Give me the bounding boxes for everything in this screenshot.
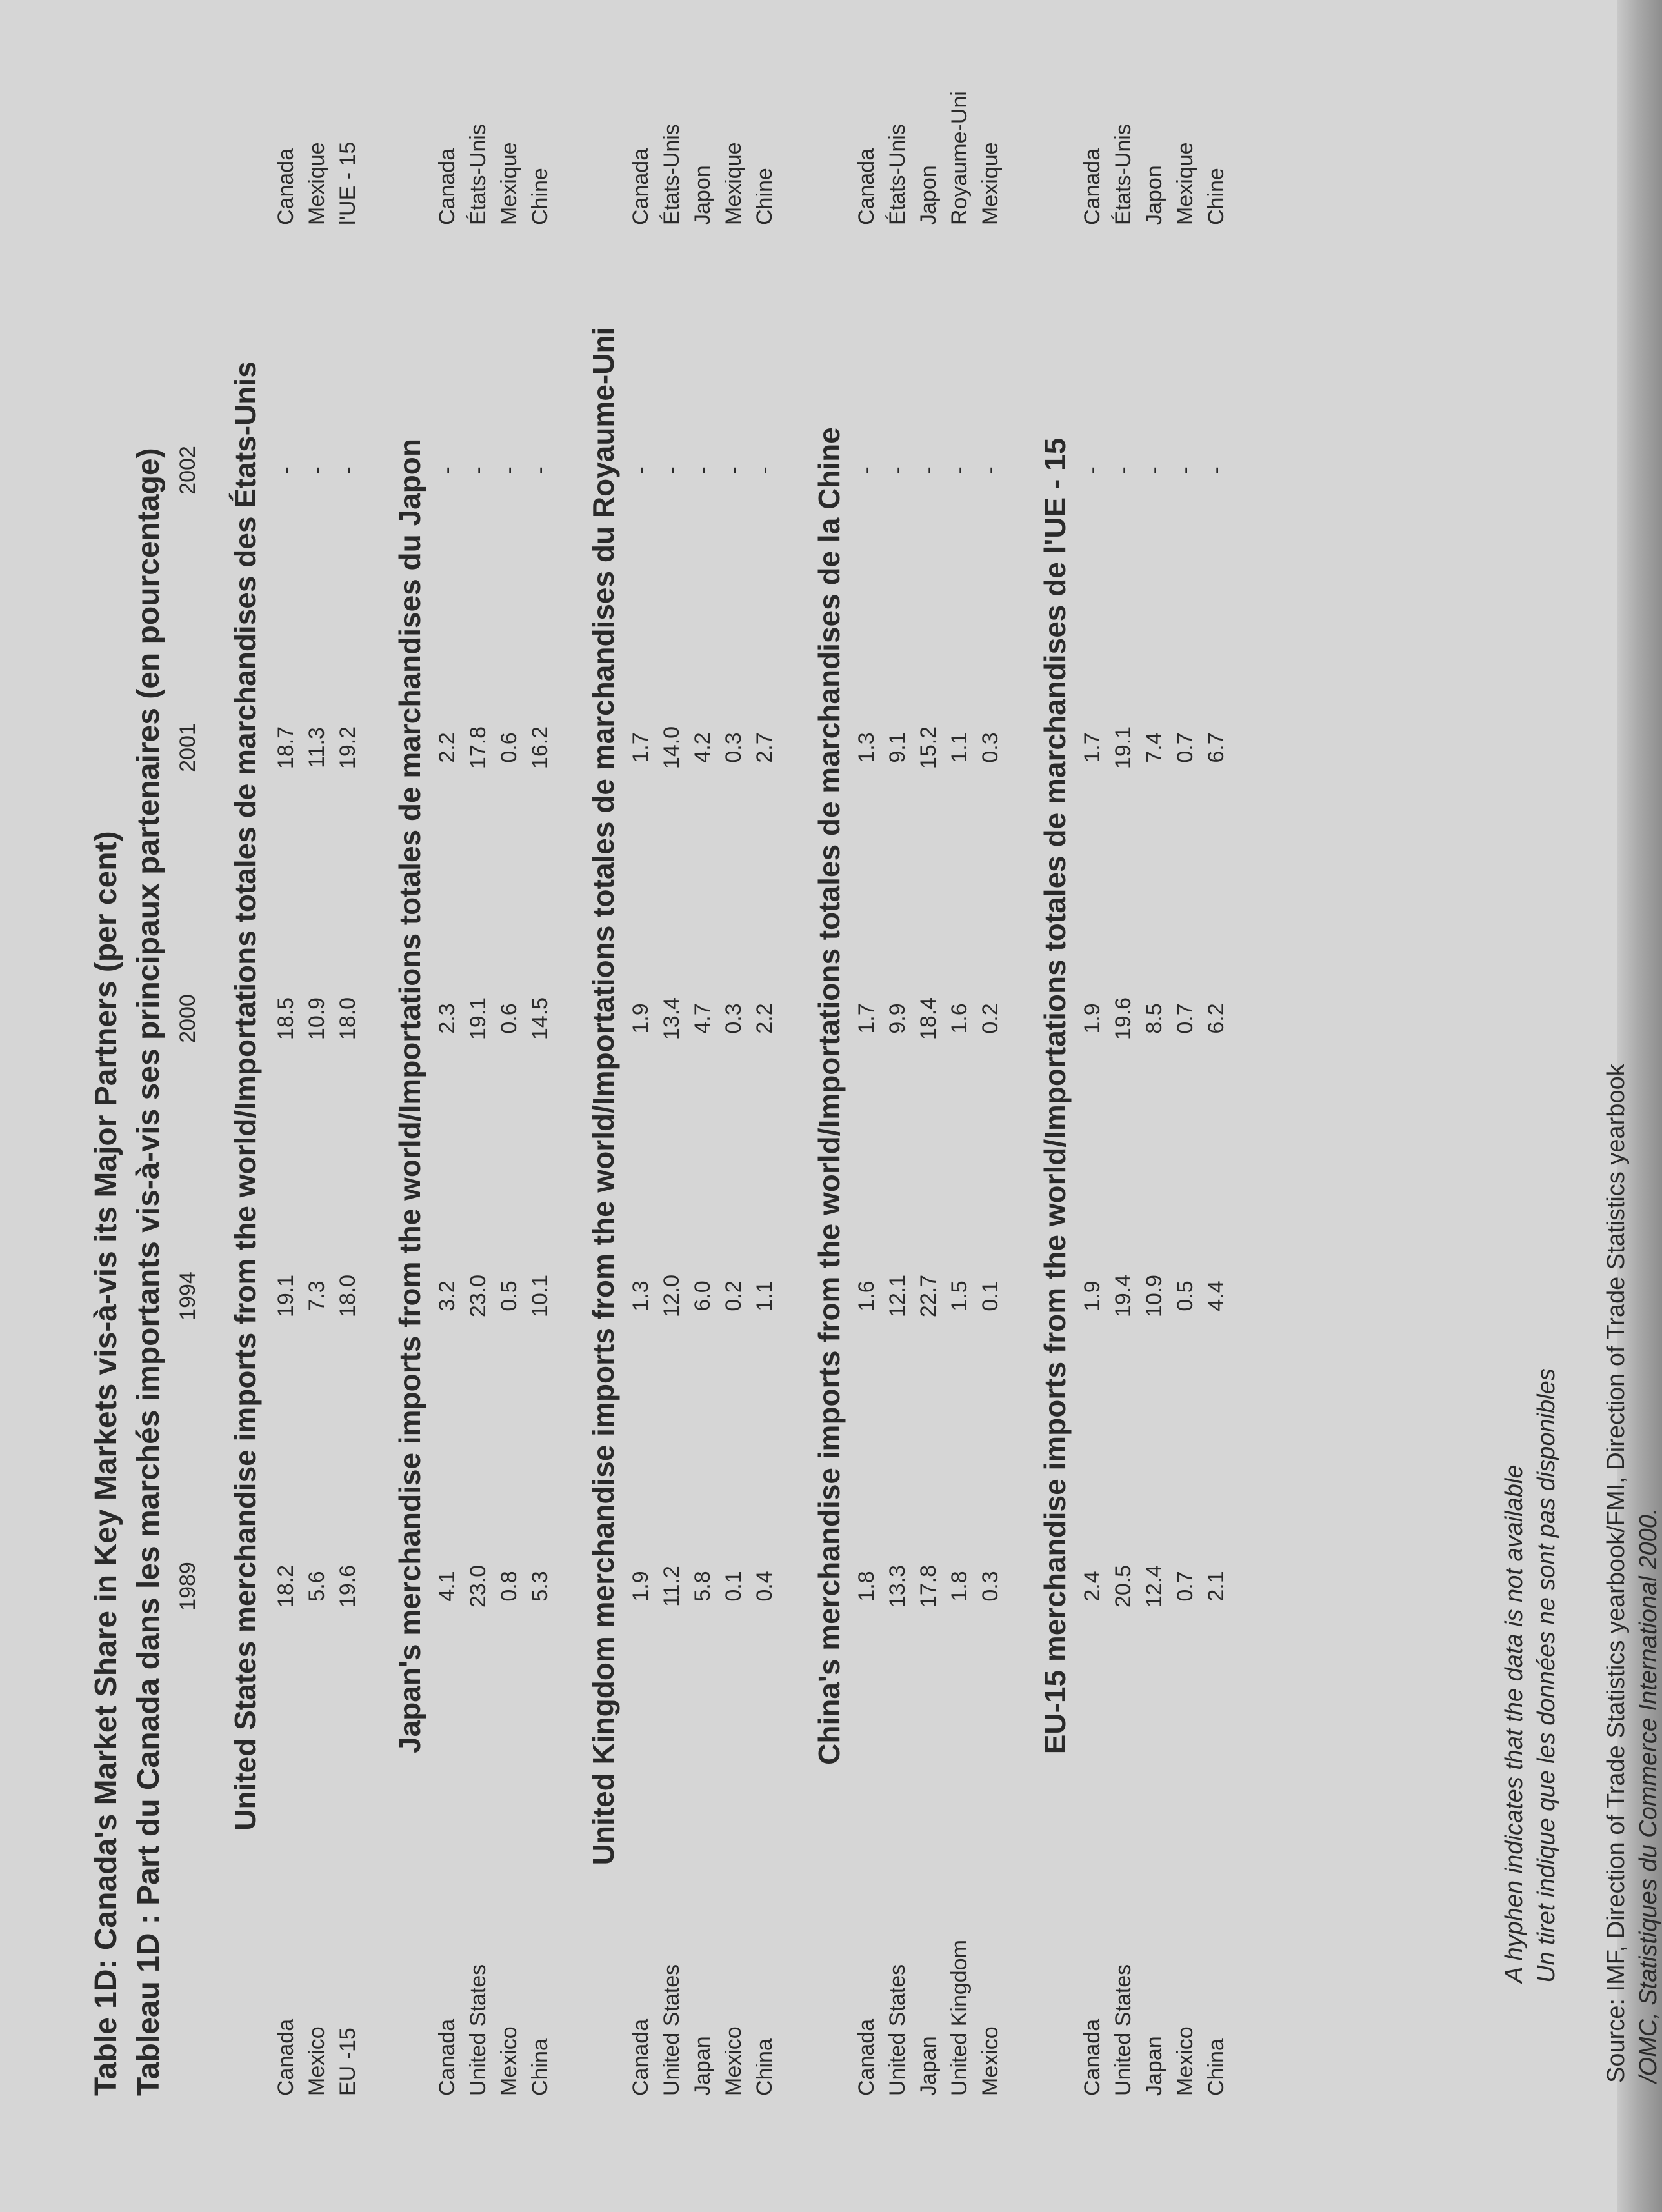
table-row <box>432 0 462 2212</box>
value-cell: 7.3 <box>305 1280 329 1311</box>
value-cell: 23.0 <box>466 1274 490 1318</box>
value-cell: 0.3 <box>721 732 746 763</box>
row-label-en: Japan <box>916 2036 941 2096</box>
source-line-1: Source: IMF, Direction of Trade Statistics yearbook/FMI, Direction of Trade Statistics yearbook <box>1603 1064 1630 2083</box>
row-label-en: Mexico <box>1173 2026 1197 2096</box>
row-label-fr: Mexique <box>978 142 1003 225</box>
table-title-en: Table 1D: Canada's Market Share in Key Markets vis-à-vis its Major Partners (per cent) <box>89 831 123 2096</box>
row-label-en: China <box>752 2038 777 2096</box>
row-label-en: Canada <box>628 2018 653 2096</box>
value-cell: 5.3 <box>528 1571 552 1602</box>
row-label-fr: Mexique <box>305 142 329 225</box>
value-cell: 18.2 <box>274 1564 298 1608</box>
row-label-en: United States <box>1111 1964 1136 2096</box>
value-cell: 15.2 <box>916 726 941 770</box>
value-cell: 0.7 <box>1173 732 1197 763</box>
table-row <box>1108 0 1138 2212</box>
value-cell: 11.3 <box>305 727 329 768</box>
value-cell: 0.1 <box>721 1571 746 1602</box>
value-cell: 1.9 <box>628 1571 653 1602</box>
row-label-fr: États-Unis <box>885 124 910 225</box>
value-cell: 19.2 <box>335 726 360 770</box>
value-cell: 1.7 <box>628 732 653 763</box>
section-heading: China's merchandise imports from the world/Importations totales de marchandises de la Chine <box>812 427 846 1765</box>
table-row <box>688 0 717 2212</box>
value-cell: 0.2 <box>978 1003 1003 1034</box>
value-cell: - <box>659 466 684 474</box>
value-cell: 6.2 <box>1204 1003 1228 1034</box>
value-cell: 1.9 <box>1080 1003 1105 1034</box>
row-label-fr: Mexique <box>721 142 746 225</box>
section-heading: Japan's merchandise imports from the world/Importations totales de marchandises du Japon <box>393 439 426 1753</box>
value-cell: - <box>305 466 329 474</box>
year-1994: 1994 <box>175 1271 200 1320</box>
value-cell: 1.8 <box>947 1571 972 1602</box>
value-cell: - <box>274 466 298 474</box>
table-row <box>945 0 974 2212</box>
row-label-en: United States <box>659 1964 684 2096</box>
value-cell: 0.3 <box>978 732 1003 763</box>
value-cell: - <box>690 466 715 474</box>
year-2001: 2001 <box>175 723 200 772</box>
value-cell: 4.1 <box>435 1571 459 1602</box>
value-cell: - <box>628 466 653 474</box>
value-cell: 1.1 <box>947 732 972 763</box>
value-cell: 0.3 <box>978 1571 1003 1602</box>
value-cell: 2.7 <box>752 732 777 763</box>
row-label-fr: Chine <box>528 168 552 225</box>
value-cell: - <box>885 466 910 474</box>
value-cell: 2.1 <box>1204 1571 1228 1602</box>
value-cell: 10.9 <box>1142 1274 1166 1318</box>
row-label-en: China <box>528 2038 552 2096</box>
row-label-en: United States <box>885 1964 910 2096</box>
row-label-fr: États-Unis <box>1111 124 1136 225</box>
value-cell: 17.8 <box>466 726 490 770</box>
value-cell: - <box>721 466 746 474</box>
row-label-en: Mexico <box>978 2026 1003 2096</box>
row-label-en: Canada <box>854 2018 879 2096</box>
value-cell: 2.3 <box>435 1003 459 1034</box>
value-cell: 0.7 <box>1173 1571 1197 1602</box>
value-cell: 19.1 <box>466 997 490 1041</box>
table-row <box>1077 0 1107 2212</box>
table-row <box>333 0 363 2212</box>
table-row <box>525 0 555 2212</box>
value-cell: 3.2 <box>435 1280 459 1311</box>
section-heading: EU-15 merchandise imports from the world/Importations totales de marchandises de l'UE - 15 <box>1038 437 1072 1755</box>
value-cell: 0.2 <box>721 1280 746 1311</box>
value-cell: 19.4 <box>1111 1274 1136 1318</box>
value-cell: 14.5 <box>528 997 552 1041</box>
row-label-fr: Chine <box>752 168 777 225</box>
row-label-fr: Mexique <box>497 142 521 225</box>
row-label-fr: Canada <box>274 148 298 225</box>
year-2002: 2002 <box>175 446 200 495</box>
table-row <box>1170 0 1200 2212</box>
value-cell: - <box>1111 466 1136 474</box>
value-cell: 18.7 <box>274 726 298 770</box>
value-cell: 16.2 <box>528 726 552 770</box>
value-cell: 1.7 <box>854 1003 879 1034</box>
value-cell: - <box>947 466 972 474</box>
value-cell: 13.4 <box>659 997 684 1041</box>
value-cell: 6.0 <box>690 1280 715 1311</box>
value-cell: 4.7 <box>690 1003 715 1034</box>
value-cell: 0.3 <box>721 1003 746 1034</box>
value-cell: 1.9 <box>628 1003 653 1034</box>
year-1989: 1989 <box>175 1562 200 1611</box>
value-cell: 1.8 <box>854 1571 879 1602</box>
table-row <box>657 0 686 2212</box>
value-cell: 0.5 <box>1173 1280 1197 1311</box>
table-row <box>976 0 1005 2212</box>
note-fr: Un tiret indique que les données ne sont pas disponibles <box>1533 1368 1560 1983</box>
value-cell: 10.9 <box>305 997 329 1041</box>
section-heading: United Kingdom merchandise imports from the world/Importations totales de marchandises du Royaume-Uni <box>586 326 620 1866</box>
row-label-fr: États-Unis <box>659 124 684 225</box>
row-label-fr: Chine <box>1204 168 1228 225</box>
table-row <box>914 0 943 2212</box>
value-cell: 6.7 <box>1204 732 1228 763</box>
table-row <box>626 0 656 2212</box>
value-cell: 17.8 <box>916 1564 941 1608</box>
value-cell: - <box>466 466 490 474</box>
row-label-en: Canada <box>1080 2018 1105 2096</box>
value-cell: 13.3 <box>885 1564 910 1608</box>
row-label-en: United States <box>466 1964 490 2096</box>
value-cell: 1.3 <box>854 732 879 763</box>
value-cell: - <box>752 466 777 474</box>
table-row <box>750 0 779 2212</box>
year-2000: 2000 <box>175 994 200 1043</box>
row-label-en: Mexico <box>497 2026 521 2096</box>
table-title-fr: Tableau 1D : Part du Canada dans les marchés importants vis-à-vis ses principaux partenaires (en pourcentage) <box>132 448 166 2096</box>
value-cell: 19.6 <box>1111 997 1136 1041</box>
row-label-en: China <box>1204 2038 1228 2096</box>
value-cell: 0.7 <box>1173 1003 1197 1034</box>
value-cell: 0.1 <box>978 1280 1003 1311</box>
value-cell: 0.6 <box>497 732 521 763</box>
table-row <box>302 0 332 2212</box>
value-cell: 19.6 <box>335 1564 360 1608</box>
table-row <box>852 0 881 2212</box>
value-cell: 10.1 <box>528 1274 552 1318</box>
table-row <box>271 0 301 2212</box>
value-cell: 9.1 <box>885 732 910 763</box>
row-label-fr: Mexique <box>1173 142 1197 225</box>
value-cell: 18.0 <box>335 997 360 1041</box>
value-cell: - <box>1142 466 1166 474</box>
value-cell: 12.1 <box>885 1274 910 1318</box>
value-cell: 11.2 <box>659 1566 684 1607</box>
row-label-en: Canada <box>274 2018 298 2096</box>
value-cell: 8.5 <box>1142 1003 1166 1034</box>
table-row <box>494 0 524 2212</box>
table-row <box>463 0 493 2212</box>
row-label-fr: Canada <box>1080 148 1105 225</box>
value-cell: - <box>916 466 941 474</box>
row-label-fr: Royaume-Uni <box>947 91 972 225</box>
row-label-en: Mexico <box>721 2026 746 2096</box>
value-cell: 1.9 <box>1080 1280 1105 1311</box>
value-cell: 23.0 <box>466 1564 490 1608</box>
value-cell: 20.5 <box>1111 1564 1136 1608</box>
row-label-en: Japan <box>1142 2036 1166 2096</box>
value-cell: 12.4 <box>1142 1564 1166 1608</box>
value-cell: 7.4 <box>1142 732 1166 763</box>
value-cell: 0.6 <box>497 1003 521 1034</box>
table-row <box>1201 0 1231 2212</box>
value-cell: - <box>528 466 552 474</box>
row-label-en: Mexico <box>305 2026 329 2096</box>
value-cell: 19.1 <box>274 1274 298 1318</box>
value-cell: - <box>1204 466 1228 474</box>
value-cell: 4.2 <box>690 732 715 763</box>
value-cell: 2.2 <box>752 1003 777 1034</box>
row-label-fr: Japon <box>1142 165 1166 225</box>
value-cell: 1.7 <box>1080 732 1105 763</box>
value-cell: 1.3 <box>628 1280 653 1311</box>
row-label-en: United Kingdom <box>947 1940 972 2096</box>
row-label-en: Canada <box>435 2018 459 2096</box>
value-cell: 19.1 <box>1111 726 1136 770</box>
table-row <box>883 0 912 2212</box>
value-cell: 18.0 <box>335 1274 360 1318</box>
value-cell: 5.8 <box>690 1571 715 1602</box>
row-label-fr: Canada <box>435 148 459 225</box>
value-cell: 1.1 <box>752 1280 777 1311</box>
note-en: A hyphen indicates that the data is not available <box>1501 1464 1528 1983</box>
value-cell: - <box>1173 466 1197 474</box>
row-label-fr: États-Unis <box>466 124 490 225</box>
value-cell: - <box>854 466 879 474</box>
value-cell: - <box>1080 466 1105 474</box>
value-cell: - <box>435 466 459 474</box>
value-cell: - <box>497 466 521 474</box>
value-cell: - <box>335 466 360 474</box>
table-row <box>1139 0 1169 2212</box>
value-cell: 1.6 <box>854 1280 879 1311</box>
value-cell: 0.5 <box>497 1280 521 1311</box>
section-heading: United States merchandise imports from the world/Importations totales de marchandises des États-Unis <box>228 361 262 1831</box>
value-cell: 4.4 <box>1204 1280 1228 1311</box>
value-cell: 2.2 <box>435 732 459 763</box>
value-cell: 14.0 <box>659 726 684 770</box>
value-cell: - <box>978 466 1003 474</box>
row-label-en: Japan <box>690 2036 715 2096</box>
value-cell: 12.0 <box>659 1274 684 1318</box>
value-cell: 18.4 <box>916 997 941 1041</box>
row-label-fr: Canada <box>628 148 653 225</box>
row-label-fr: Canada <box>854 148 879 225</box>
value-cell: 2.4 <box>1080 1571 1105 1602</box>
value-cell: 5.6 <box>305 1571 329 1602</box>
value-cell: 22.7 <box>916 1274 941 1318</box>
row-label-fr: Japon <box>690 165 715 225</box>
value-cell: 9.9 <box>885 1003 910 1034</box>
source-line-2: /OMC, Statistiques du Commerce International 2000. <box>1635 1508 1662 2083</box>
value-cell: 18.5 <box>274 997 298 1041</box>
table-row <box>719 0 748 2212</box>
value-cell: 0.8 <box>497 1571 521 1602</box>
row-label-en: EU -15 <box>335 2028 360 2096</box>
value-cell: 0.4 <box>752 1571 777 1602</box>
row-label-fr: l'UE - 15 <box>335 141 360 225</box>
value-cell: 1.5 <box>947 1280 972 1311</box>
row-label-fr: Japon <box>916 165 941 225</box>
value-cell: 1.6 <box>947 1003 972 1034</box>
